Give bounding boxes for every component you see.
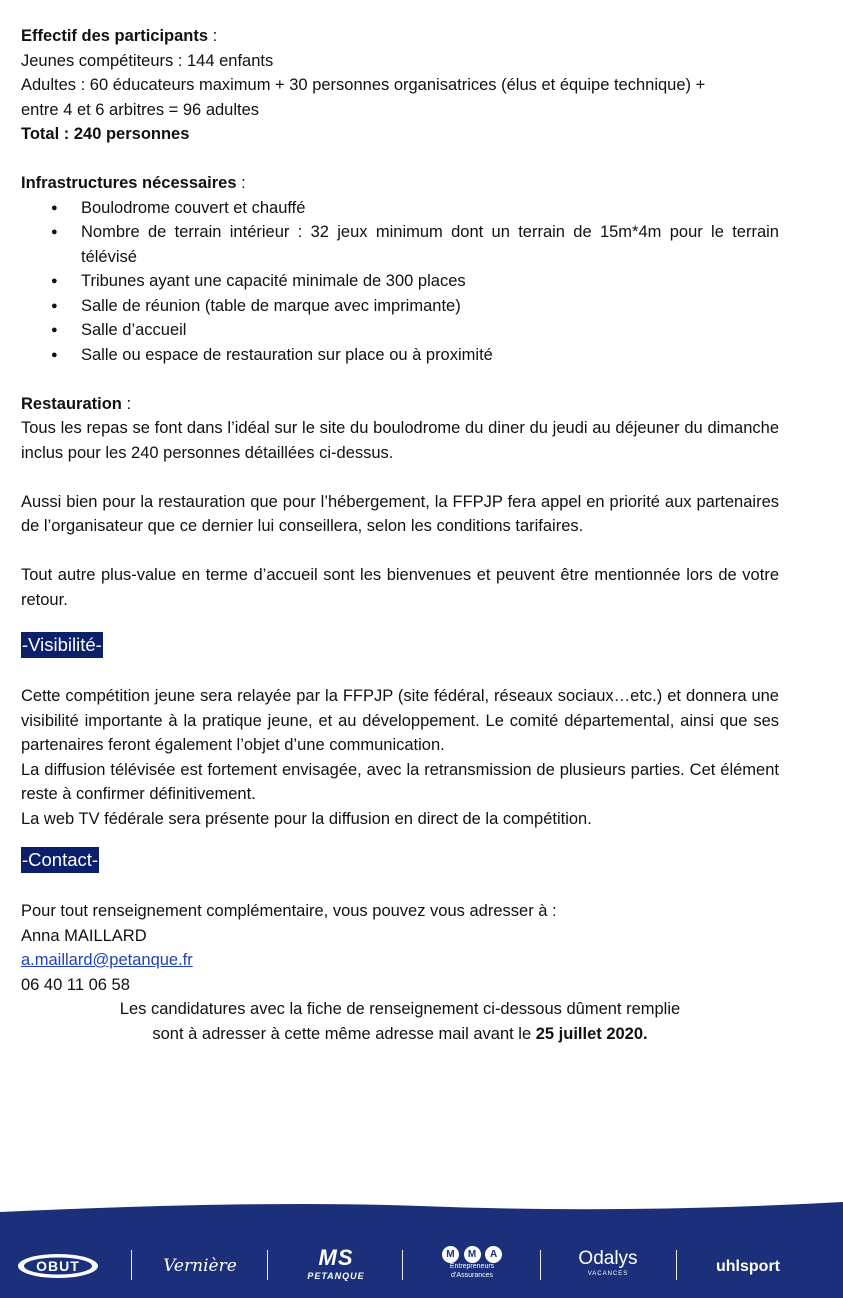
mma-line-2: d’Assurances <box>450 1272 494 1279</box>
mma-circles <box>430 1242 514 1262</box>
contact-intro: Pour tout renseignement complémentaire, vous pouvez vous adresser à : <box>21 902 557 920</box>
heading-colon: : <box>208 27 218 45</box>
odalys-logo-text: Odalys <box>578 1248 638 1269</box>
restauration-paragraph-2: Aussi bien pour la restauration que pour l’hébergement, la FFPJP fera appel en priorité aux partenaires de l’organisateur que ce dernier lui conseillera, selon les conditions tarifaires. <box>21 492 779 535</box>
odalys-logo <box>566 1248 650 1278</box>
mma-line-1: Entrepreneurs <box>449 1263 495 1270</box>
infrastructures-heading-line <box>21 171 779 196</box>
uhlsport-logo-text: uhlsport <box>716 1258 780 1275</box>
spacer <box>21 465 779 490</box>
spacer <box>21 539 779 564</box>
visibilite-paragraph-3: La web TV fédérale sera présente pour la diffusion en direct de la compétition. <box>21 809 592 828</box>
verniere-logo <box>160 1254 240 1279</box>
logo-separator <box>267 1250 268 1280</box>
ms-logo-text: MS <box>318 1245 354 1270</box>
visibilite-paragraph-1: Cette compétition jeune sera relayée par la FFPJP (site fédéral, réseaux sociaux…etc.) et donnera une visibilité importante à la pratique jeune, et au développement. Le comité départemental, ainsi que ses partenaires feront également l’objet d’une communication. <box>21 687 779 754</box>
ms-petanque-logo <box>296 1246 376 1282</box>
participants-total: Total : 240 personnes <box>21 125 190 143</box>
restauration-heading: Restauration <box>21 394 122 413</box>
ms-logo-subtext: PETANQUE <box>307 1271 365 1281</box>
logo-separator <box>402 1250 403 1280</box>
participants-heading-line <box>21 24 779 49</box>
infrastructure-item: ● Salle d’accueil <box>21 318 779 343</box>
infrastructure-item: ● Salle ou espace de restauration sur place ou à proximité <box>21 343 779 368</box>
mma-circle-m1: M <box>442 1246 459 1263</box>
infrastructures-heading: Infrastructures nécessaires <box>21 174 237 192</box>
deadline-notice-line-1: Les candidatures avec la fiche de renseignement ci-dessous dûment remplie <box>119 1000 681 1018</box>
spacer <box>21 367 779 392</box>
visibilite-paragraph-2: La diffusion télévisée est fortement envisagée, avec la retransmission de plusieurs parties. Cet élément reste à confirmer définitivement. <box>21 760 779 803</box>
verniere-logo-text: Vernière <box>163 1256 237 1276</box>
partner-logos <box>0 1242 843 1290</box>
participants-line-1: Jeunes compétiteurs : 144 enfants <box>21 51 274 70</box>
partners-footer <box>0 1198 843 1298</box>
deadline-notice-line-2 <box>21 1022 779 1047</box>
contact-heading: -Contact- <box>21 847 99 873</box>
logo-separator <box>131 1250 132 1280</box>
spacer <box>21 885 779 899</box>
visibilite-heading-wrap <box>21 632 779 660</box>
heading-colon: : <box>236 174 246 192</box>
heading-colon: : <box>121 394 132 413</box>
odalys-logo-subtext: VACANCES <box>587 1271 629 1277</box>
contact-heading-wrap <box>21 847 779 875</box>
logo-separator <box>676 1250 677 1280</box>
document-body <box>21 24 779 1046</box>
mma-logo <box>430 1242 514 1280</box>
participants-heading: Effectif des participants <box>21 27 209 45</box>
restauration-paragraph-1: Tous les repas se font dans l’idéal sur le site du boulodrome du diner du jeudi au déjeuner du dimanche inclus pour les 240 personnes détaillées ci-dessus. <box>21 419 779 462</box>
logo-separator <box>540 1250 541 1280</box>
obut-logo <box>16 1252 100 1280</box>
participants-line-3: entre 4 et 6 arbitres = 96 adultes <box>21 100 260 119</box>
mma-circle-m2: M <box>464 1246 481 1263</box>
visibilite-heading: -Visibilité- <box>21 632 103 658</box>
contact-phone: 06 40 11 06 58 <box>21 975 130 994</box>
deadline-date: 25 juillet 2020. <box>535 1024 648 1043</box>
infrastructure-item: ● Salle de réunion (table de marque avec imprimante) <box>21 294 779 319</box>
deadline-notice-text: sont à adresser à cette même adresse mail avant le <box>152 1024 536 1043</box>
uhlsport-logo <box>700 1254 796 1279</box>
spacer <box>21 670 779 684</box>
infrastructure-item: ● Nombre de terrain intérieur : 32 jeux minimum dont un terrain de 15m*4m pour le terrain télévisé <box>21 220 779 269</box>
contact-name: Anna MAILLARD <box>21 926 147 945</box>
obut-logo-text: OBUT <box>36 1258 80 1274</box>
contact-email-link[interactable]: a.maillard@petanque.fr <box>21 951 193 969</box>
restauration-paragraph-3: Tout autre plus-value en terme d’accueil sont les bienvenues et peuvent être mentionnée lors de votre retour. <box>21 566 779 609</box>
infrastructure-item: ● Boulodrome couvert et chauffé <box>21 196 779 221</box>
restauration-heading-line <box>21 392 779 417</box>
spacer <box>21 147 779 172</box>
infrastructure-item: ● Tribunes ayant une capacité minimale de 300 places <box>21 269 779 294</box>
participants-line-2: Adultes : 60 éducateurs maximum + 30 personnes organisatrices (élus et équipe technique) + <box>21 76 706 94</box>
mma-circle-a: A <box>485 1246 502 1263</box>
infrastructures-list <box>21 196 779 368</box>
